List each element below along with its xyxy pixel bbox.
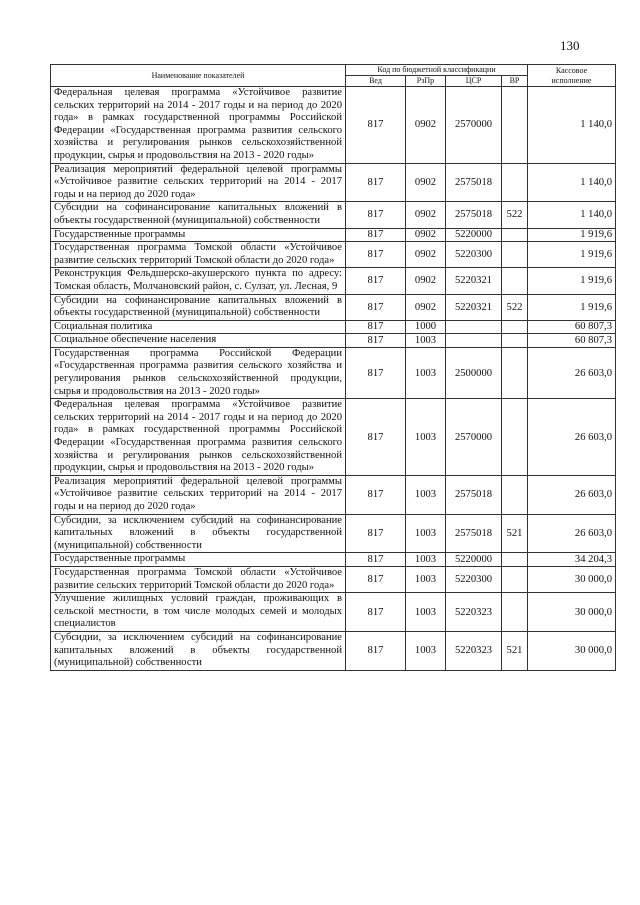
cell-vr: [502, 268, 528, 294]
cell-amount: 26 603,0: [528, 475, 616, 514]
cell-vr: [502, 163, 528, 202]
cell-name: Субсидии на софинансирование капитальных вложений в объекты государственной (муниципальной) собственности: [51, 294, 346, 320]
cell-name: Реализация мероприятий федеральной целевой программы «Устойчивое развитие сельских территорий на 2014 - 2017 годы и на период до 2020 года»: [51, 163, 346, 202]
cell-csr: 2500000: [446, 347, 502, 398]
cell-amount: 60 807,3: [528, 320, 616, 334]
cell-amount: 30 000,0: [528, 593, 616, 632]
cell-vr: [502, 566, 528, 592]
page-number: 130: [560, 38, 580, 53]
cell-vr: [502, 242, 528, 268]
cell-vr: [502, 334, 528, 348]
cell-name: Субсидии, за исключением субсидий на софинансирование капитальных вложений в объекты государственной (муниципальной) собственности: [51, 514, 346, 553]
cell-vr: [502, 593, 528, 632]
header-execution-line2: исполнение: [551, 75, 592, 85]
cell-amount: 1 140,0: [528, 163, 616, 202]
cell-rzpr: 0902: [406, 163, 446, 202]
cell-rzpr: 1003: [406, 631, 446, 670]
cell-csr: 5220300: [446, 242, 502, 268]
cell-csr: 2570000: [446, 399, 502, 476]
cell-csr: 2575018: [446, 163, 502, 202]
header-csr: ЦСР: [446, 76, 502, 87]
cell-csr: 5220323: [446, 631, 502, 670]
cell-ved: 817: [346, 593, 406, 632]
cell-vr: 522: [502, 202, 528, 228]
table-row: [51, 228, 616, 242]
cell-vr: [502, 228, 528, 242]
cell-name: Социальное обеспечение населения: [51, 334, 346, 348]
cell-amount: 1 140,0: [528, 202, 616, 228]
cell-name: Государственная программа Российской Федерации «Государственная программа развития сельского хозяйства и регулирования рынков сельскохозяйственной продукции, сырья и продовольствия на 2013 - 2020 годы»: [51, 347, 346, 398]
cell-name: Государственные программы: [51, 553, 346, 567]
cell-rzpr: 0902: [406, 268, 446, 294]
cell-vr: [502, 553, 528, 567]
cell-ved: 817: [346, 320, 406, 334]
cell-csr: 2570000: [446, 87, 502, 164]
cell-amount: 1 140,0: [528, 87, 616, 164]
cell-rzpr: 1003: [406, 514, 446, 553]
cell-rzpr: 1003: [406, 475, 446, 514]
cell-amount: 30 000,0: [528, 566, 616, 592]
header-execution-line1: Кассовое: [555, 65, 588, 75]
cell-ved: 817: [346, 347, 406, 398]
table-row: [51, 334, 616, 348]
table-row: [51, 553, 616, 567]
cell-csr: 5220323: [446, 593, 502, 632]
cell-ved: 817: [346, 566, 406, 592]
cell-vr: [502, 320, 528, 334]
table-row: [51, 163, 616, 202]
table-row: [51, 475, 616, 514]
cell-name: Социальная политика: [51, 320, 346, 334]
header-budget-code: Код по бюджетной классификации: [346, 65, 528, 76]
cell-csr: 2575018: [446, 202, 502, 228]
table-row: [51, 566, 616, 592]
cell-amount: 26 603,0: [528, 514, 616, 553]
cell-amount: 30 000,0: [528, 631, 616, 670]
cell-rzpr: 0902: [406, 294, 446, 320]
cell-vr: [502, 475, 528, 514]
cell-vr: [502, 399, 528, 476]
header-vr: ВР: [502, 76, 528, 87]
cell-ved: 817: [346, 268, 406, 294]
cell-name: Федеральная целевая программа «Устойчивое развитие сельских территорий на 2014 - 2017 годы и на период до 2020 года» в рамках государственной программы Российской Федерации «Государственная программа развития сельского хозяйства и регулирования рынков сельскохозяйственной продукции, сырья и продовольствия на 2013 - 2020 годы»: [51, 399, 346, 476]
header-execution: [528, 65, 616, 87]
cell-name: Субсидии на софинансирование капитальных вложений в объекты государственной (муниципальной) собственности: [51, 202, 346, 228]
cell-vr: 521: [502, 631, 528, 670]
cell-ved: 817: [346, 294, 406, 320]
cell-name: Федеральная целевая программа «Устойчивое развитие сельских территорий на 2014 - 2017 годы и на период до 2020 года» в рамках государственной программы Российской Федерации «Государственная программа развития сельского хозяйства и регулирования рынков сельскохозяйственной продукции, сырья и продовольствия на 2013 - 2020 годы»: [51, 87, 346, 164]
header-name: Наименование показателей: [51, 65, 346, 87]
cell-csr: 5220000: [446, 228, 502, 242]
cell-rzpr: 0902: [406, 202, 446, 228]
cell-rzpr: 0902: [406, 242, 446, 268]
cell-amount: 1 919,6: [528, 242, 616, 268]
cell-amount: 1 919,6: [528, 268, 616, 294]
table-row: [51, 593, 616, 632]
cell-ved: 817: [346, 202, 406, 228]
cell-ved: 817: [346, 553, 406, 567]
cell-amount: 1 919,6: [528, 294, 616, 320]
cell-ved: 817: [346, 631, 406, 670]
cell-amount: 1 919,6: [528, 228, 616, 242]
table-row: [51, 202, 616, 228]
header-ved: Вед: [346, 76, 406, 87]
cell-rzpr: 1003: [406, 347, 446, 398]
cell-ved: 817: [346, 514, 406, 553]
cell-rzpr: 1003: [406, 334, 446, 348]
table-row: [51, 514, 616, 553]
cell-name: Государственные программы: [51, 228, 346, 242]
cell-vr: 522: [502, 294, 528, 320]
cell-ved: 817: [346, 242, 406, 268]
cell-csr: [446, 320, 502, 334]
cell-ved: 817: [346, 475, 406, 514]
cell-vr: [502, 347, 528, 398]
cell-rzpr: 0902: [406, 87, 446, 164]
cell-name: Реконструкция Фельдшерско-акушерского пункта по адресу: Томская область, Молчановский район, с. Сулзат, ул. Лесная, 9: [51, 268, 346, 294]
cell-csr: 5220000: [446, 553, 502, 567]
table-row: [51, 320, 616, 334]
cell-rzpr: 1003: [406, 566, 446, 592]
cell-ved: 817: [346, 87, 406, 164]
table-row: [51, 347, 616, 398]
cell-rzpr: 1003: [406, 399, 446, 476]
cell-name: Улучшение жилищных условий граждан, проживающих в сельской местности, в том числе молодых семей и молодых специалистов: [51, 593, 346, 632]
cell-ved: 817: [346, 334, 406, 348]
cell-rzpr: 1000: [406, 320, 446, 334]
cell-name: Субсидии, за исключением субсидий на софинансирование капитальных вложений в объекты государственной (муниципальной) собственности: [51, 631, 346, 670]
cell-amount: 26 603,0: [528, 347, 616, 398]
table-row: [51, 268, 616, 294]
table-row: [51, 294, 616, 320]
cell-name: Государственная программа Томской области «Устойчивое развитие сельских территорий Томской области до 2020 года»: [51, 242, 346, 268]
table-body: [51, 87, 616, 671]
table-row: [51, 399, 616, 476]
cell-csr: 2575018: [446, 475, 502, 514]
cell-csr: 5220300: [446, 566, 502, 592]
cell-amount: 60 807,3: [528, 334, 616, 348]
cell-csr: [446, 334, 502, 348]
cell-csr: 2575018: [446, 514, 502, 553]
cell-rzpr: 0902: [406, 228, 446, 242]
budget-table: [50, 64, 616, 671]
header-rzpr: РзПр: [406, 76, 446, 87]
cell-csr: 5220321: [446, 294, 502, 320]
cell-vr: 521: [502, 514, 528, 553]
cell-name: Государственная программа Томской области «Устойчивое развитие сельских территорий Томской области до 2020 года»: [51, 566, 346, 592]
cell-vr: [502, 87, 528, 164]
cell-csr: 5220321: [446, 268, 502, 294]
cell-ved: 817: [346, 228, 406, 242]
cell-ved: 817: [346, 399, 406, 476]
cell-ved: 817: [346, 163, 406, 202]
cell-name: Реализация мероприятий федеральной целевой программы «Устойчивое развитие сельских территорий на 2014 - 2017 годы и на период до 2020 года»: [51, 475, 346, 514]
cell-amount: 26 603,0: [528, 399, 616, 476]
cell-rzpr: 1003: [406, 593, 446, 632]
header-row-1: [51, 65, 616, 76]
cell-amount: 34 204,3: [528, 553, 616, 567]
table-row: [51, 87, 616, 164]
table-row: [51, 242, 616, 268]
table-row: [51, 631, 616, 670]
cell-rzpr: 1003: [406, 553, 446, 567]
